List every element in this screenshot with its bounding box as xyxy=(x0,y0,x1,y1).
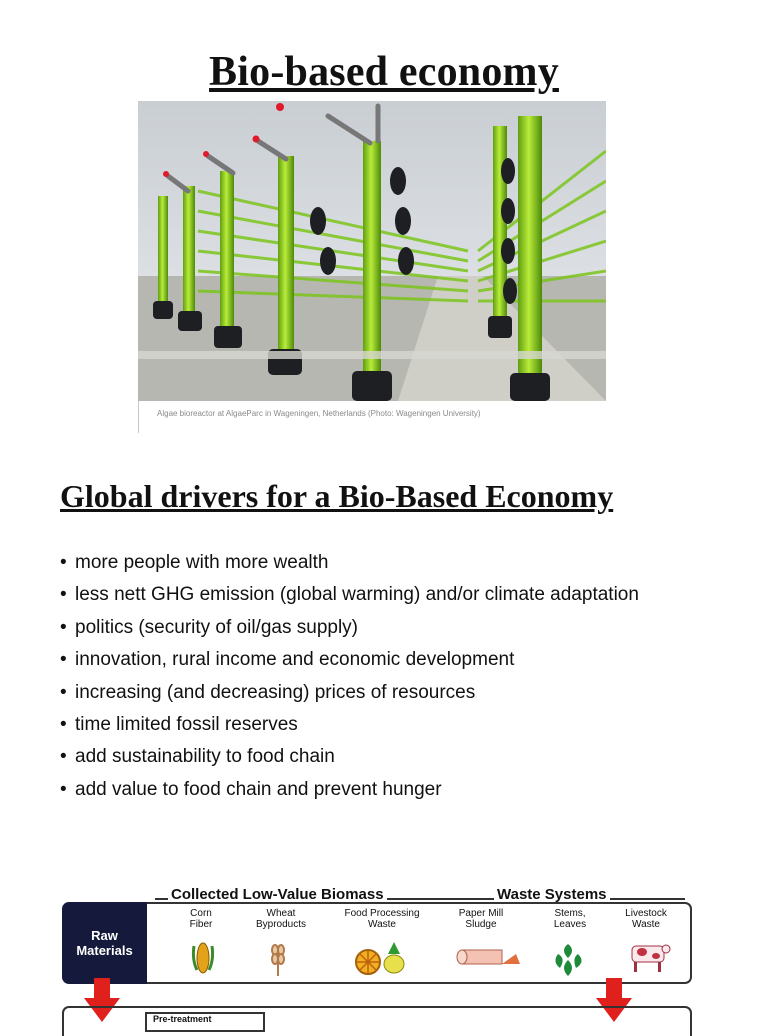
list-item xyxy=(60,777,639,809)
list-item-text: increasing (and decreasing) prices of resources xyxy=(75,681,476,703)
source-livestock-waste: Livestock Waste xyxy=(625,908,667,930)
bullet-marker: • xyxy=(60,746,67,768)
corn-icon xyxy=(188,940,218,978)
list-item-text: innovation, rural income and economic development xyxy=(75,649,515,671)
list-item xyxy=(60,550,639,582)
bullet-marker: • xyxy=(60,616,67,638)
source-stems-leaves: Stems, Leaves xyxy=(553,908,587,930)
wheat-icon xyxy=(266,940,290,978)
pretreatment-label: Pre-treatment xyxy=(145,1012,265,1032)
page-title: Bio-based economy xyxy=(209,49,559,95)
algae-bioreactor-photo xyxy=(138,101,606,401)
bullet-marker: • xyxy=(60,681,67,703)
header-low-value-biomass: Collected Low-Value Biomass xyxy=(168,886,387,903)
bullet-marker: • xyxy=(60,778,67,800)
fruit-vegetables-icon xyxy=(354,940,410,976)
list-item xyxy=(60,615,639,647)
bullet-marker: • xyxy=(60,584,67,606)
raw-materials-box xyxy=(62,902,147,984)
bullet-marker: • xyxy=(60,713,67,735)
photo-illustration xyxy=(138,101,606,401)
list-item-text: time limited fossil reserves xyxy=(75,713,298,735)
list-item xyxy=(60,680,639,712)
list-item-text: add value to food chain and prevent hunger xyxy=(75,778,442,800)
list-item xyxy=(60,647,639,679)
list-item xyxy=(60,744,639,776)
source-corn-fiber: Corn Fiber xyxy=(189,908,213,930)
source-wheat-byproducts: Wheat Byproducts xyxy=(255,908,307,930)
list-item-text: less nett GHG emission (global warming) and/or climate adaptation xyxy=(75,584,639,606)
list-item-text: more people with more wealth xyxy=(75,552,329,573)
list-item xyxy=(60,582,639,614)
photo-caption-area xyxy=(138,401,607,433)
drivers-list xyxy=(60,550,639,809)
raw-materials-label: Raw Materials xyxy=(76,928,133,958)
source-food-processing-waste: Food Processing Waste xyxy=(344,908,420,930)
bullet-marker: • xyxy=(60,649,67,671)
cow-icon xyxy=(626,940,672,974)
header-waste-systems: Waste Systems xyxy=(494,886,610,903)
list-item-text: politics (security of oil/gas supply) xyxy=(75,616,358,638)
list-item xyxy=(60,712,639,744)
photo-caption: Algae bioreactor at AlgaeParc in Wageningen, Netherlands (Photo: Wageningen University) xyxy=(157,409,481,418)
list-item-text: add sustainability to food chain xyxy=(75,746,335,768)
bullet-marker: • xyxy=(60,552,67,573)
biomass-diagram xyxy=(60,872,694,1024)
leaves-icon xyxy=(552,940,586,978)
source-paper-mill-sludge: Paper Mill Sludge xyxy=(458,908,504,930)
paper-roll-icon xyxy=(456,940,522,970)
section-heading: Global drivers for a Bio-Based Economy xyxy=(60,478,614,514)
